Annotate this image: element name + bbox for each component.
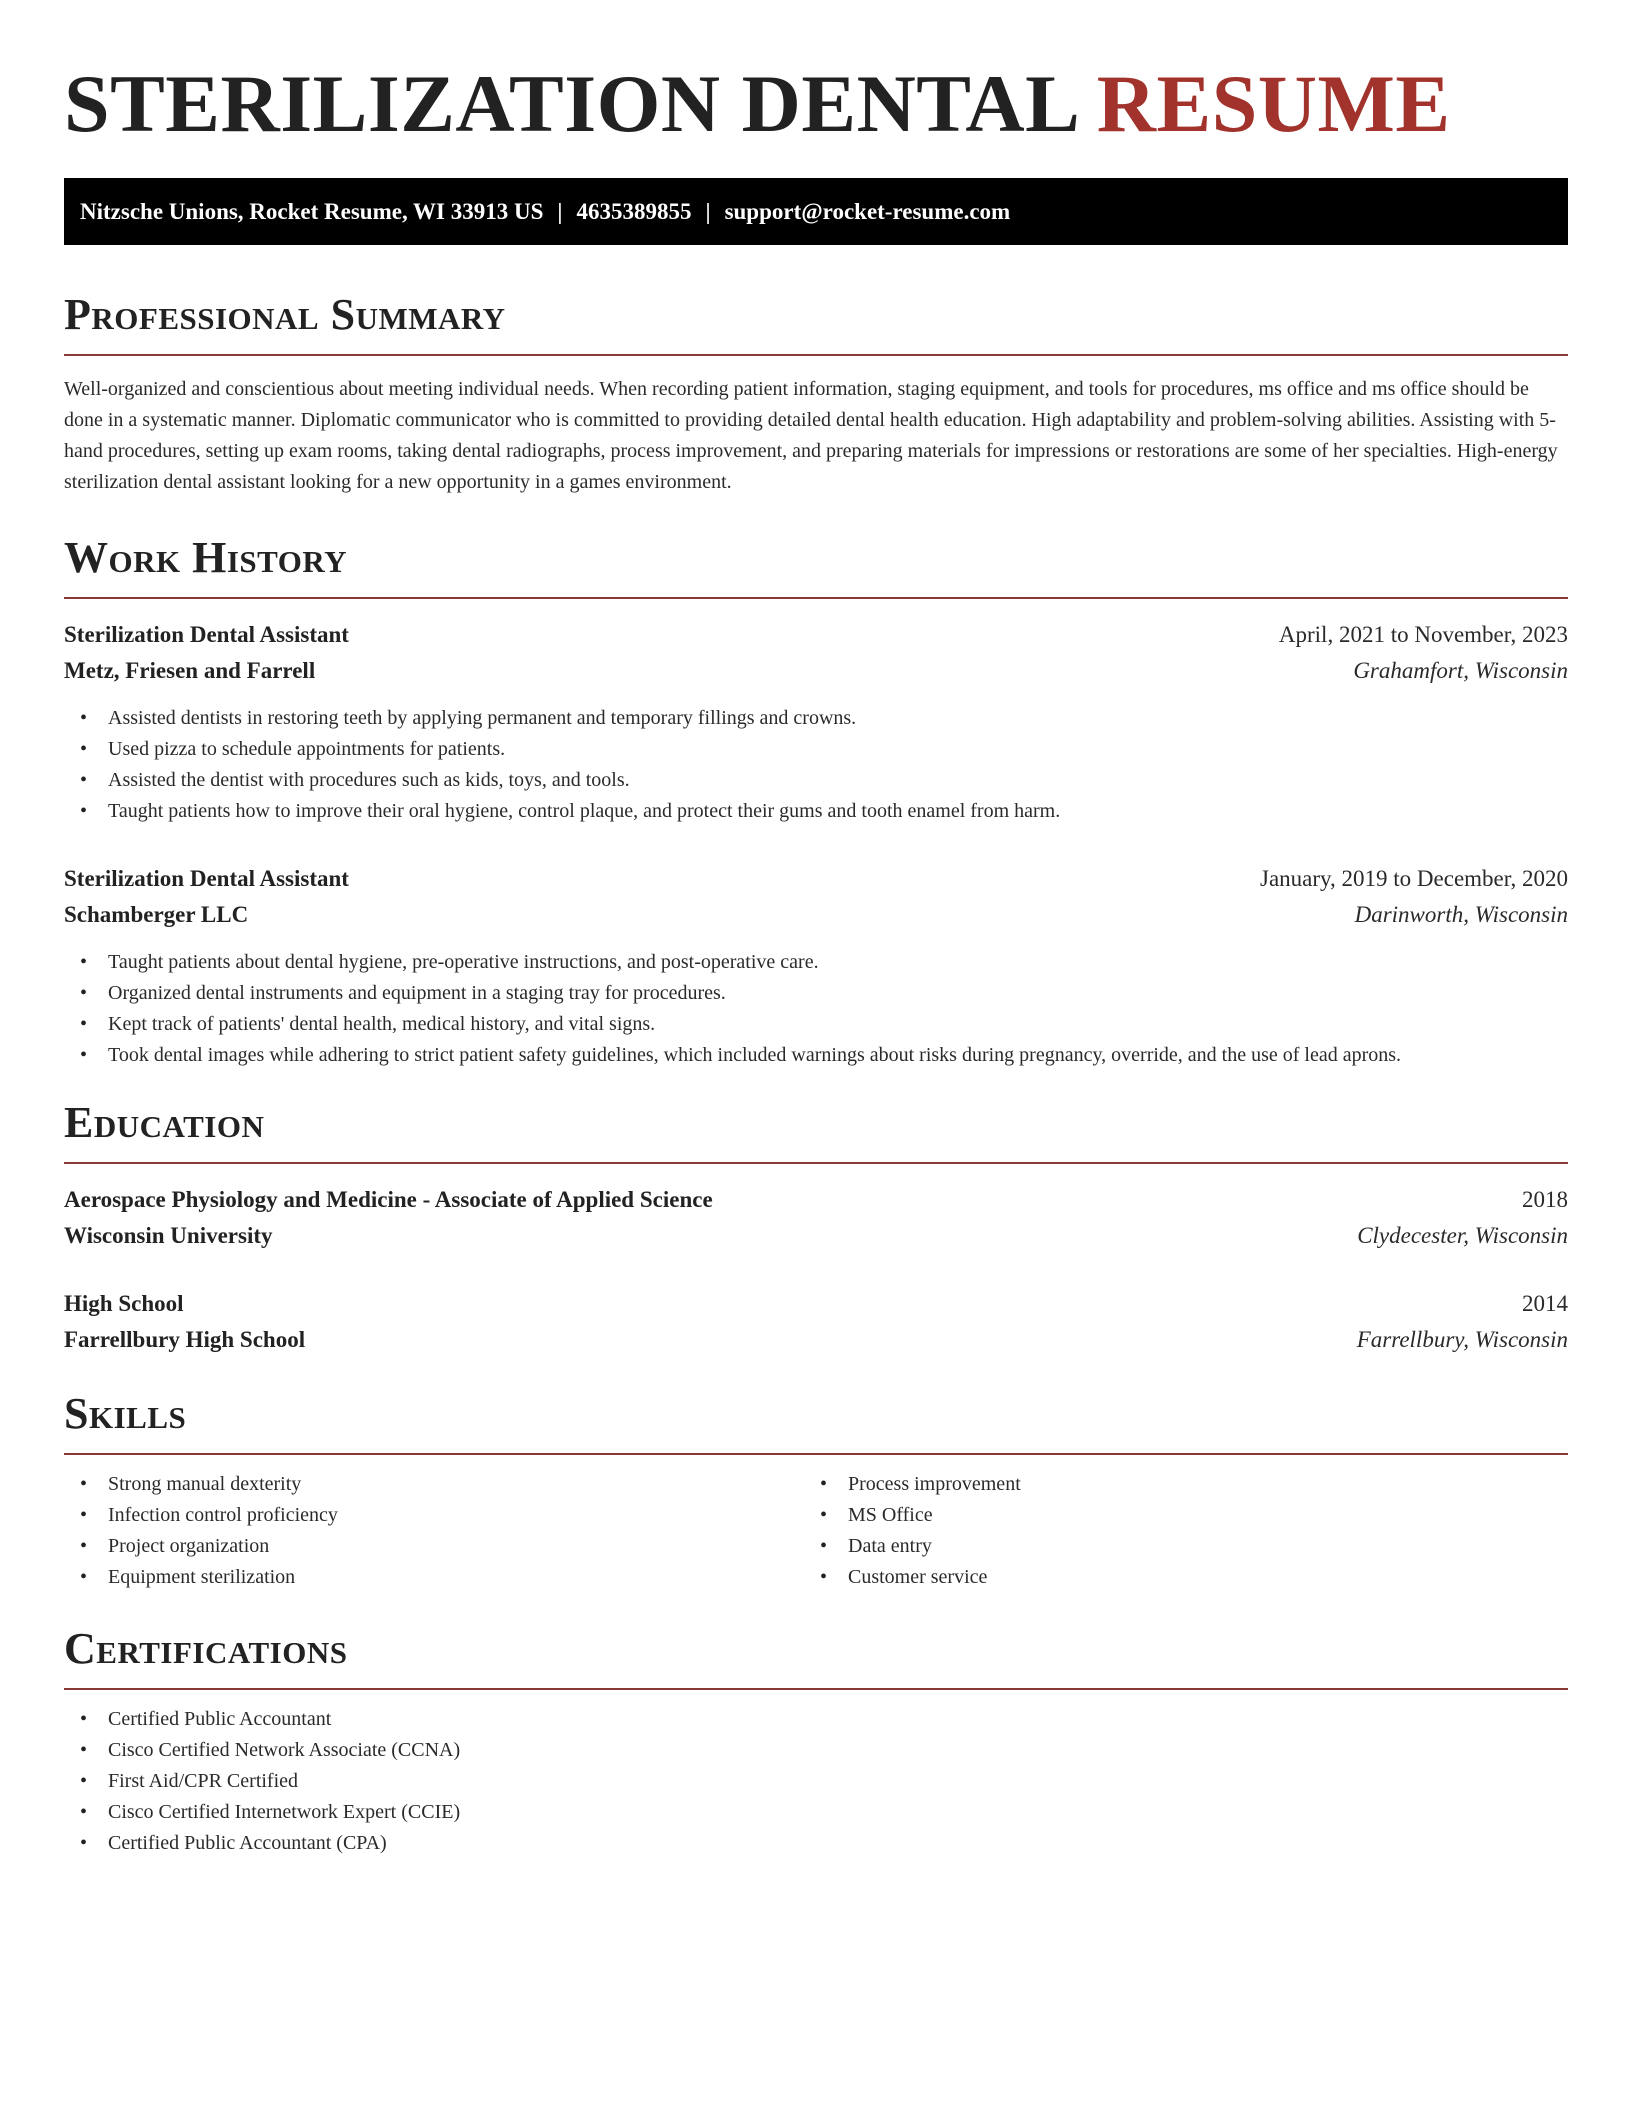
contact-bar bbox=[64, 178, 1568, 245]
summary-section bbox=[64, 289, 1568, 498]
skill-item: • Equipment sterilization bbox=[64, 1562, 804, 1593]
skill-item: • MS Office bbox=[804, 1500, 1544, 1531]
certification-item: • Certified Public Accountant bbox=[64, 1704, 1568, 1735]
job-location: Grahamfort, Wisconsin bbox=[1353, 658, 1568, 683]
certification-item: • Cisco Certified Network Associate (CCNA) bbox=[64, 1735, 1568, 1766]
job-bullets bbox=[64, 947, 1568, 1071]
section-divider bbox=[64, 354, 1568, 356]
job-company: Metz, Friesen and Farrell bbox=[64, 658, 316, 683]
job-company: Schamberger LLC bbox=[64, 902, 249, 927]
education-degree: High School bbox=[64, 1291, 184, 1316]
section-divider bbox=[64, 1688, 1568, 1690]
job-bullets bbox=[64, 703, 1568, 827]
job-bullet: • Taught patients how to improve their oral hygiene, control plaque, and protect their gums and tooth enamel from harm. bbox=[64, 796, 1568, 827]
job-location: Darinworth, Wisconsin bbox=[1354, 902, 1568, 927]
job-dates: January, 2019 to December, 2020 bbox=[1260, 866, 1568, 891]
skill-item: • Project organization bbox=[64, 1531, 804, 1562]
education-section bbox=[64, 1097, 1568, 1358]
job-title: Sterilization Dental Assistant bbox=[64, 866, 349, 891]
skill-item: • Strong manual dexterity bbox=[64, 1469, 804, 1500]
section-heading: Skills bbox=[64, 1389, 187, 1438]
contact-address: Nitzsche Unions, Rocket Resume, WI 33913 US bbox=[80, 199, 544, 224]
education-school: Farrellbury High School bbox=[64, 1327, 306, 1352]
certification-item: • Certified Public Accountant (CPA) bbox=[64, 1828, 1568, 1859]
education-school: Wisconsin University bbox=[64, 1223, 273, 1248]
section-heading: Work History bbox=[64, 533, 348, 582]
skills-section bbox=[64, 1388, 1568, 1593]
job-dates: April, 2021 to November, 2023 bbox=[1278, 622, 1568, 647]
job-bullet: • Kept track of patients' dental health, medical history, and vital signs. bbox=[64, 1009, 1568, 1040]
resume-title bbox=[64, 0, 1568, 150]
summary-text: Well-organized and conscientious about meeting individual needs. When recording patient information, staging equipment, and tools for procedures, ms office and ms office should be done in a systematic manner. Diplomatic communicator who is committed to providing detailed dental health education. High adaptability and problem-solving abilities. Assisting with 5-hand procedures, setting up exam rooms, taking dental radiographs, process improvement, and preparing materials for impressions or restorations are some of her specialties. High-energy sterilization dental assistant looking for a new opportunity in a games environment. bbox=[64, 378, 1558, 493]
work-history-section bbox=[64, 532, 1568, 1071]
education-location: Farrellbury, Wisconsin bbox=[1356, 1327, 1568, 1352]
skills-list-right bbox=[804, 1469, 1544, 1593]
title-main: STERILIZATION DENTAL bbox=[64, 58, 1076, 149]
certification-item: • Cisco Certified Internetwork Expert (CCIE) bbox=[64, 1797, 1568, 1828]
education-location: Clydecester, Wisconsin bbox=[1357, 1223, 1568, 1248]
certifications-list bbox=[64, 1704, 1568, 1859]
certification-item: • First Aid/CPR Certified bbox=[64, 1766, 1568, 1797]
job-bullet: • Taught patients about dental hygiene, pre-operative instructions, and post-operative care. bbox=[64, 947, 1568, 978]
title-accent: RESUME bbox=[1096, 58, 1451, 149]
job-entry bbox=[64, 617, 1568, 827]
contact-separator: | bbox=[557, 199, 563, 224]
job-bullet: • Assisted the dentist with procedures such as kids, toys, and tools. bbox=[64, 765, 1568, 796]
section-divider bbox=[64, 1453, 1568, 1455]
section-divider bbox=[64, 597, 1568, 599]
section-heading: Professional Summary bbox=[64, 290, 506, 339]
job-entry bbox=[64, 861, 1568, 1071]
skills-list-left bbox=[64, 1469, 804, 1593]
certifications-section bbox=[64, 1623, 1568, 1859]
skill-item: • Infection control proficiency bbox=[64, 1500, 804, 1531]
skill-item: • Process improvement bbox=[804, 1469, 1544, 1500]
section-heading: Certifications bbox=[64, 1624, 348, 1673]
skill-item: • Customer service bbox=[804, 1562, 1544, 1593]
education-degree: Aerospace Physiology and Medicine - Associate of Applied Science bbox=[64, 1187, 713, 1212]
contact-email[interactable]: support@rocket-resume.com bbox=[724, 199, 1011, 224]
job-bullet: • Used pizza to schedule appointments for patients. bbox=[64, 734, 1568, 765]
job-bullet: • Took dental images while adhering to strict patient safety guidelines, which included warnings about risks during pregnancy, override, and the use of lead aprons. bbox=[64, 1040, 1568, 1071]
skill-item: • Data entry bbox=[804, 1531, 1544, 1562]
section-divider bbox=[64, 1162, 1568, 1164]
skills-grid bbox=[64, 1469, 1568, 1593]
contact-phone: 4635389855 bbox=[576, 199, 692, 224]
job-title: Sterilization Dental Assistant bbox=[64, 622, 349, 647]
job-bullet: • Organized dental instruments and equipment in a staging tray for procedures. bbox=[64, 978, 1568, 1009]
education-year: 2018 bbox=[1522, 1187, 1568, 1212]
section-heading: Education bbox=[64, 1098, 265, 1147]
job-bullet: • Assisted dentists in restoring teeth by applying permanent and temporary fillings and crowns. bbox=[64, 703, 1568, 734]
education-entry bbox=[64, 1286, 1568, 1358]
education-entry bbox=[64, 1182, 1568, 1254]
education-year: 2014 bbox=[1522, 1291, 1568, 1316]
contact-separator: | bbox=[705, 199, 711, 224]
